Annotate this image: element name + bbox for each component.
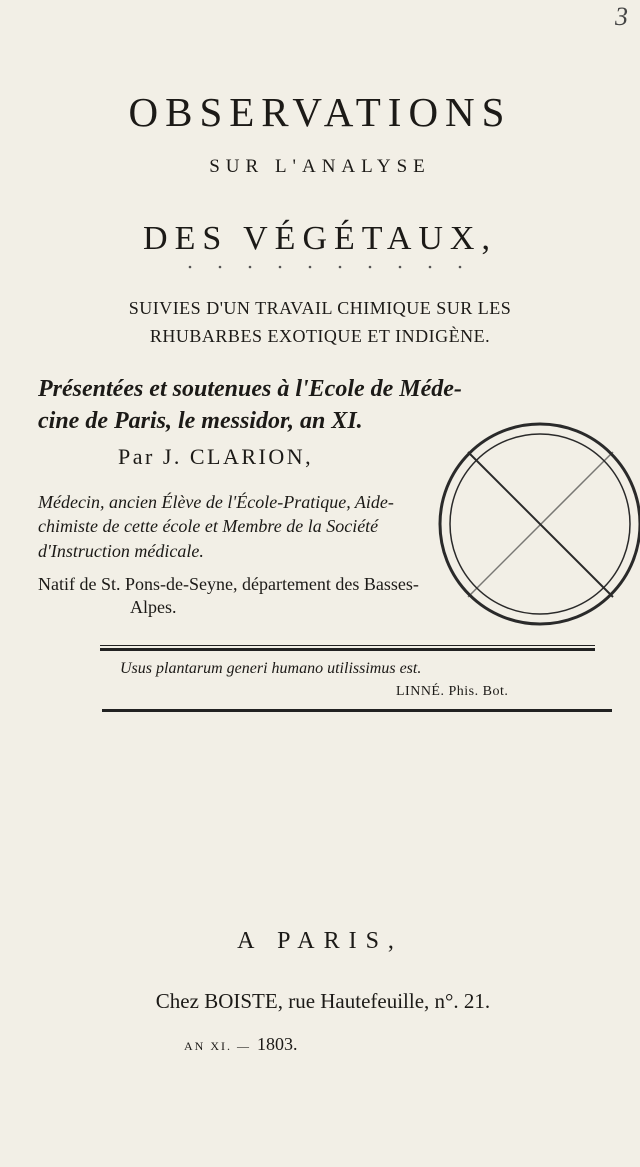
- epigraph-source: LINNÉ. Phis. Bot.: [396, 684, 509, 699]
- divider-bottom: [102, 709, 612, 712]
- place: A PARIS,: [237, 928, 403, 954]
- subtitle-line-1: SUR L'ANALYSE: [209, 156, 431, 177]
- title: OBSERVATIONS: [128, 89, 512, 135]
- subtitle-line-2: DES VÉGÉTAUX,: [143, 220, 497, 257]
- credentials-line-3: d'Instruction médicale.: [38, 541, 204, 561]
- page-number: 3: [615, 2, 628, 31]
- native-line-2: Alpes.: [130, 597, 177, 617]
- description-line-2: RHUBARBES EXOTIQUE ET INDIGÈNE.: [149, 326, 491, 346]
- epigraph: Usus plantarum generi humano utilissimus est.: [120, 660, 422, 677]
- author: Par J. CLARION,: [118, 444, 314, 469]
- date: [184, 1034, 298, 1055]
- presented-line-2: cine de Paris, le messidor, an XI.: [38, 408, 363, 434]
- credentials-line-2: chimiste de cette école et Membre de la Société: [38, 516, 379, 536]
- presented-line-1: Présentées et soutenues à l'Ecole de Méde-: [38, 376, 462, 402]
- divider-thick: [100, 648, 595, 651]
- description-line-1: SUIVIES D'UN TRAVAIL CHIMIQUE SUR LES: [128, 298, 512, 318]
- publisher: Chez BOISTE, rue Hautefeuille, n°. 21.: [155, 989, 491, 1013]
- native-line-1: Natif de St. Pons-de-Seyne, département des Basses-: [38, 574, 419, 594]
- dotted-ornament: [180, 260, 470, 274]
- credentials-line-1: Médecin, ancien Élève de l'École-Pratique, Aide-: [38, 492, 394, 512]
- date-prefix: AN XI. —: [184, 1039, 251, 1053]
- divider-thin: [100, 645, 595, 646]
- library-stamp: [428, 412, 640, 637]
- date-year: 1803.: [257, 1034, 298, 1054]
